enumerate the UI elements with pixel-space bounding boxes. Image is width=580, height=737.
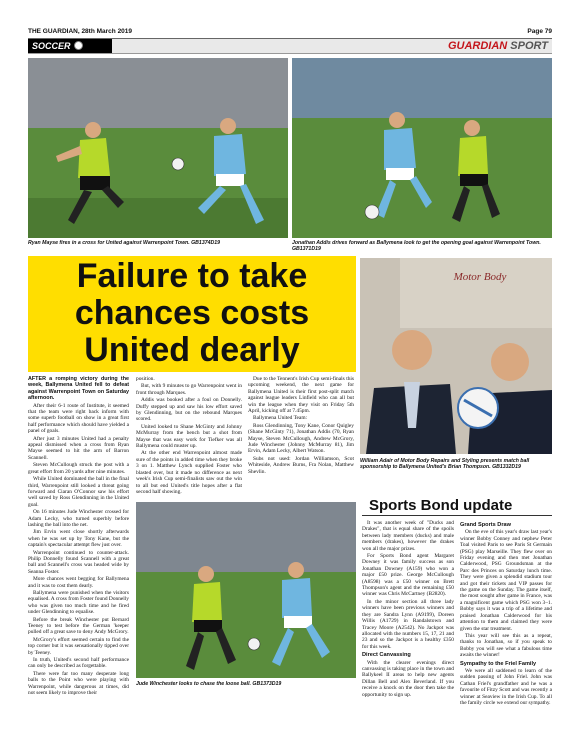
match-photo-illustration [292,58,552,238]
sidebar-heading-box [362,497,552,516]
section-header [28,38,552,54]
subheading-grand-sports-draw: Grand Sports Draw [460,522,511,528]
subheading-direct-canvassing: Direct Canvassing [362,652,411,659]
masthead [28,26,552,38]
sidebar-headline: Sports Bond update [369,497,513,514]
football-icon [74,41,83,50]
masthead-paper-date: THE GUARDIAN, 28th March 2019 [28,28,133,35]
svg-text:Motor Body: Motor Body [453,271,507,283]
subheading-sympathy: Sympathy to the Friel Family [460,660,537,667]
photo-addis-drives [292,58,552,238]
masthead-page-number: Page 79 [527,28,552,35]
article-headline: Failure to take chances costs United dearly [74,257,310,369]
photo-match-ball-presentation [360,258,552,454]
photo-caption-presentation: William Adair of Motor Body Repairs and Styling presents match ball sponsorship to Ballymena United's Brian Thompson. GB1332D19 [360,458,530,470]
article-lead: AFTER a romping victory during the week, Ballymena United fell to defeat against Warrenpoint Town on Saturday afternoon. [28,376,129,402]
photo-caption-addis: Jonathan Addis drives forward as Ballymena look to get the opening goal against Warrenpoint Town. GB1371D19 [292,240,541,252]
sidebar-column-1: It was another week of "Ducks and Drakes", that is equal share of the spoils between lady members (ducks) and male members (drakes), however the drakes won all the major prizes. For Sports Bond agent Margaret Downey it was family success as son Jonathan Downey (A159) who won a major £50 prize. George McCullough (A8598) was a £50 winner on Brett Thompson's agent and the remaining £50 winner was Chris McCartney (B2820). In the minor section all three lady winners have been previous winners and they are Sandra Lynn (A9199), Doreen Willis (A1729) in Randalstown and Tracey Moore (A2542). No Jackpot was allocated with the numbers 15, 17, 21 and 23 and so the Jackpot is a healthy £350 for this week. Direct Canvassing With the clearer evenings direct canvassing is taking place in the town and Ballykeel II areas to help new agents Dillan Bell and Alex Beverland. If you receive a knock on the door then take the opportunity to sign up. [362,520,454,698]
section-label: SOCCER [28,39,112,53]
brand-logo: GUARDIAN SPORT [447,40,548,52]
photo-caption-mayse: Ryan Mayse fires in a cross for United against Warrenpoint Town. GB1374D19 [28,240,220,246]
sidebar-column-2: Grand Sports Draw On the eve of this year's draw last year's winner Bobby Conney and nephew Peter Toal visited Paris to see Paris St Germain (PSG) play Marseille. They flew over on Friday evening and then met Jonathan Calderwood, PSG Groundsman at the Parc des Princes on Saturday lunch time. They were given a splendid stadium tour and got their tickets and VIP passes for the game on the Sunday. The game itself, the most sought after game in France, was a magnificent game which PSG won 3–1. Bobby says it was a trip of a lifetime and praised Jonathan Calderwood for his attention to them and claimed they were given the star treatment. This year will see this as a repeat, thanks to Jonathan, so if you speak to Bobby you will see what a fabulous time awaits the winner! Sympathy to the Friel Family We were all saddened to learn of the sudden passing of John Friel. John was Cathan Friel's grandfather and he was a favourite of Fitzy Scott and was recently a winner at Seaview in the Irish Cup. To all the family circle we extend our sympathy. [460,522,552,706]
photo-caption-winchester: Jude Winchester looks to chase the loose ball. GB1373D19 [136,681,282,687]
article-column-1: AFTER a romping victory during the week, Ballymena United fell to defeat against Warrenpoint Town on Saturday afternoon. After their 6-1 route of Institute, it seemed that the team were right back inform with some superb football on show in a great first half performance which should have yielded a panel of goals. After just 3 minutes United had a penalty appeal dismissed when a cross from Ryan Mayse seemed to hit the arm of Barron Scannell. Steven McCullough struck the post with a great effort from 20 yards after nine minutes. While United dominated the ball in the final third, Warrenpoint still looked a threat going forward and Ciaran O'Connor saw his effort well saved by Ross Glendinning in the United goal. On 16 minutes Jude Winchester crossed for Adam Lecky, who turned superbly before lashing the ball into the net. Jim Ervin went close shortly afterwards when he was set up by Tony Kane, but the captain's spectacular attempt flew just over. Warrenpoint continued to counter-attack. Philip Donnelly found Scannell with a great ball and Scannell's cross was headed wide by Seanna Foster. More chances went begging for Ballymena and it was to cost them dearly. Ballymena were punished when the visitors equalised. A cross from Foster found Donnelly who was given too much time and he fired under Glendinning to equalise. Before the break Winchester put Bernard Teeney to test before the German 'keeper pulled off a great save to deny Andy McGrory. McGrory's effort seemed certain to find the top corner but it was sensationally tipped over by Teeney. In truth, United's second half performance can only be described as forgettable. There were far too many desperate long balls to the Point who were playing with Warrenpoint, while dangerous at times, did not seem likely to improve their [28,376,129,697]
photo-winchester-chase [136,502,356,678]
article-column-2: position. But, with 9 minutes to go Warrenpoint went in front through Marques. Addis was booked after a foul on Donnelly. Duffy stepped up and saw his low effort saved by Glendinning, but on the rebound Marques scored. United looked to Shane McGinty and Johnny McMurray from the bench but a shot from Mayse that was easy work for Tiefker was all Ballymena could muster up. At the other end Warrenpoint almost made sure of the points in added time when they broke 3 on 1. Matthew Lynch supplied Foster who blasted over, but it made no difference as next week's Irish Cup semi-finalists saw out the win to all but end United's title hopes after a flat second half showing. [136,376,242,495]
match-photo-illustration [136,502,356,678]
presentation-photo-illustration [360,258,552,454]
article-column-3: Due to the Tennent's Irish Cup semi-finals this upcoming weekend, the next game for Ballymena United is their first post-split match against league leaders Linfield who can all but win the league when they visit on Friday 5th April, kicking off at 7.45pm. Ballymena United Team: Ross Glendinning, Tony Kane, Conor Quigley (Shane McGinty 71), Jonathan Addis (70, Ryan Mayse, Steven McCullough, Andrew McGrory, Jude Winchester (Johnny McMurray 81), Jim Ervin, Adam Lecky, Albert Watson. Subs not used: Jordan Williamson, Scot Whiteside, Andrew Burns, Fra Nolan, Matthew Shevlin. [248,376,354,475]
photo-mayse-cross [28,58,288,238]
headline-banner [28,256,356,372]
match-photo-illustration [28,58,288,238]
